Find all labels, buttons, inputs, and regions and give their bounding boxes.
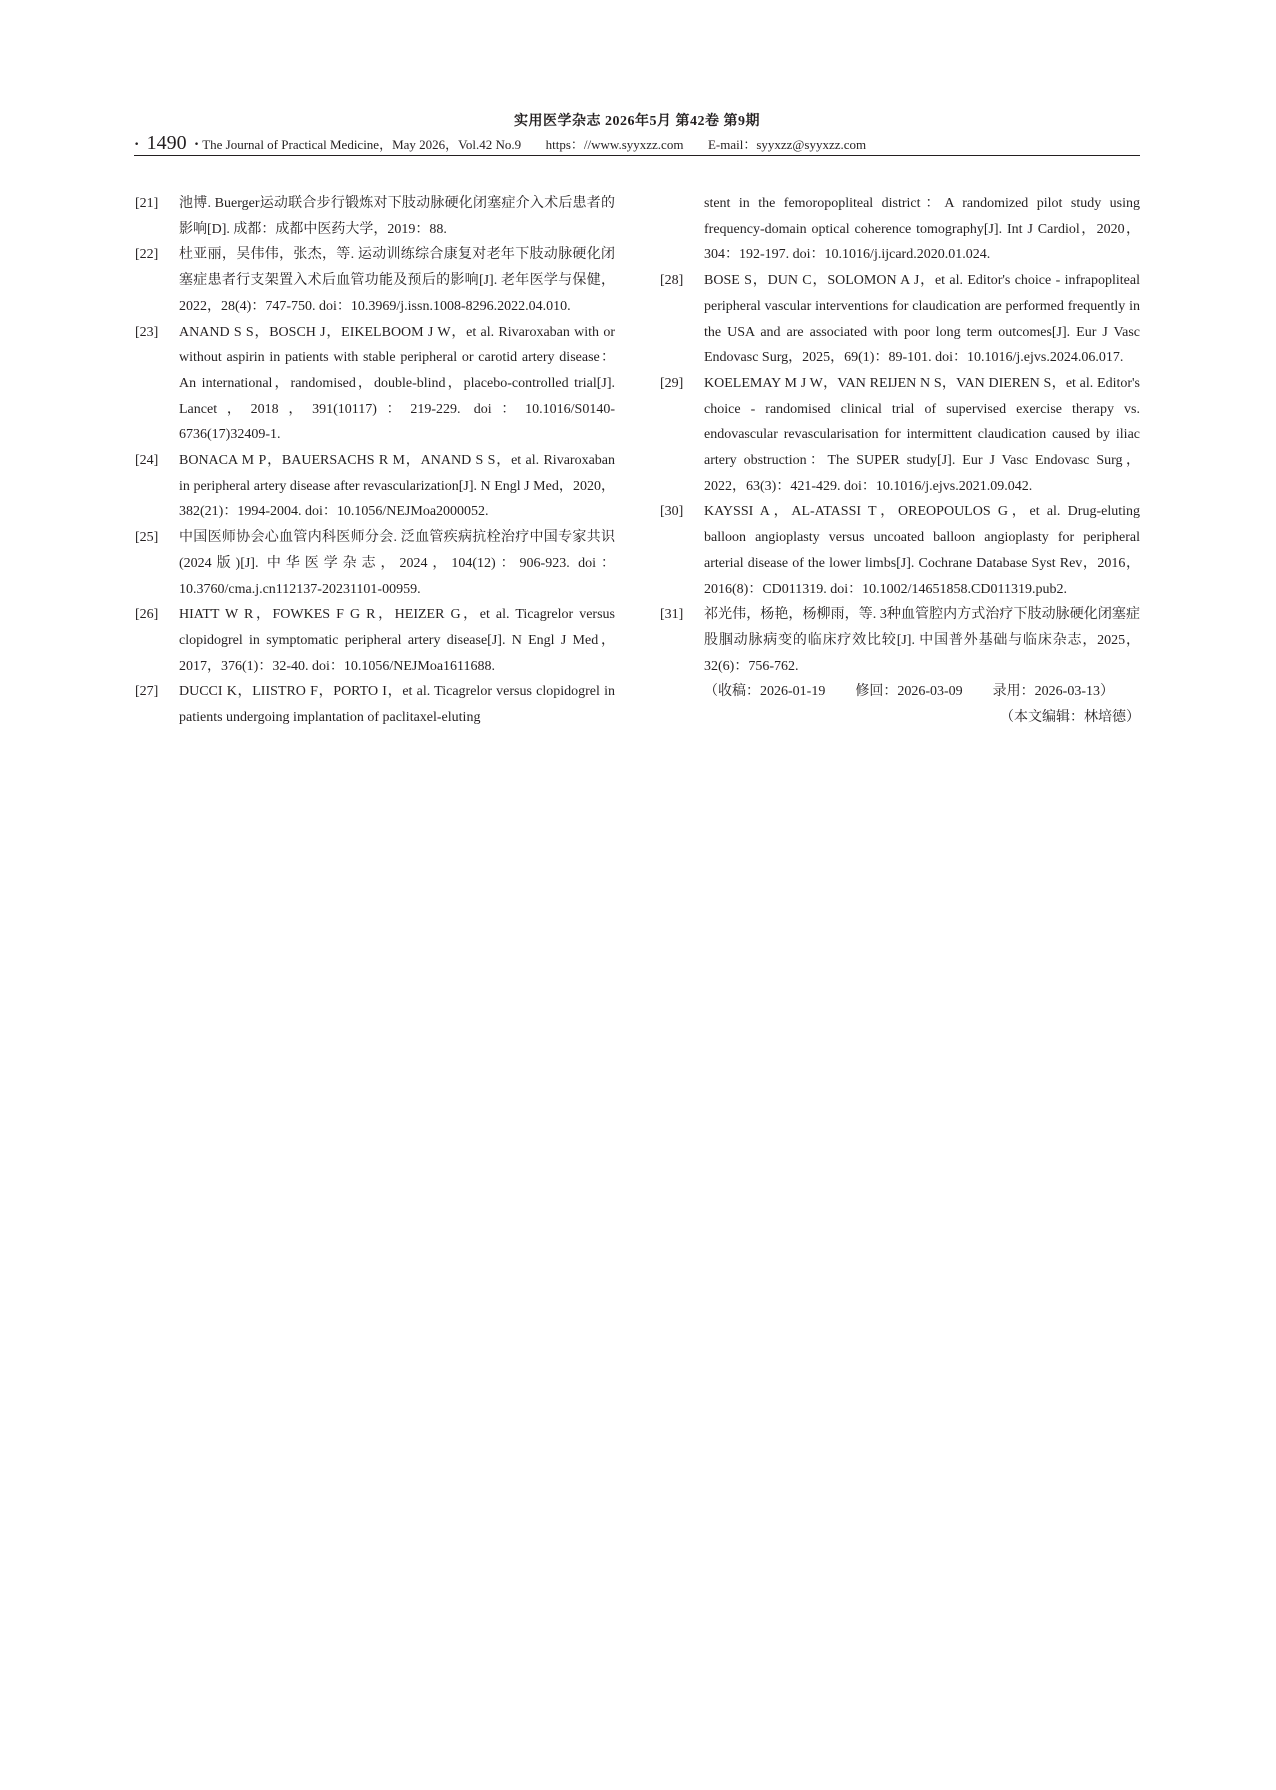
journal-url: https：//www.syyxzz.com — [545, 137, 684, 152]
header-rule — [134, 155, 1140, 156]
reference-text: KOELEMAY M J W，VAN REIJEN N S，VAN DIEREN S，et al. Editor's choice - randomised clinical trial of supervised exercise therapy vs. endovascular revascularisation for intermittent claudication caused by iliac artery obstruction：The SUPER study[J]. Eur J Vasc Endovasc Surg，2022，63(3)：421-429. doi：10.1016/j.ejvs.2021.09.042. — [704, 375, 1140, 494]
accepted-date: 录用：2026-03-13） — [992, 684, 1114, 700]
journal-info-line — [134, 132, 866, 155]
reference-item — [135, 191, 615, 242]
reference-number: [26] — [135, 607, 159, 623]
reference-text: 池博. Buerger运动联合步行锻炼对下肢动脉硬化闭塞症介入术后患者的影响[D]. 成都：成都中医药大学，2019：88. — [179, 196, 615, 237]
reference-item — [135, 448, 615, 525]
reference-text: 祁光伟，杨艳，杨柳雨，等. 3种血管腔内方式治疗下肢动脉硬化闭塞症股腘动脉病变的临床疗效比较[J]. 中国普外基础与临床杂志，2025，32(6)：756-762. — [704, 607, 1140, 674]
reference-item — [660, 602, 1140, 679]
reference-number: [23] — [135, 324, 159, 340]
editor-note: （本文编辑：林培德） — [1000, 710, 1140, 726]
reference-number: [22] — [135, 247, 159, 263]
received-date: （收稿：2026-01-19 — [704, 684, 826, 700]
reference-continuation: stent in the femoropopliteal district：A randomized pilot study using frequency-domain optical coherence tomography[J]. Int J Cardiol，2020，304：192-197. doi：10.1016/j.ijcard.2020.01.024. — [704, 196, 1140, 263]
reference-item — [135, 602, 615, 679]
bullet-right: · — [193, 136, 200, 153]
reference-number: [28] — [660, 273, 684, 289]
reference-text: 杜亚丽，吴伟伟，张杰，等. 运动训练综合康复对老年下肢动脉硬化闭塞症患者行支架置入术后血管功能及预后的影响[J]. 老年医学与保健，2022，28(4)：747-750. doi：10.3969/j.issn.1008-8296.2022.04.010. — [179, 247, 615, 314]
reference-item — [660, 371, 1140, 500]
reference-item — [135, 242, 615, 319]
reference-item — [660, 268, 1140, 371]
reference-number: [31] — [660, 607, 684, 623]
references-left-column — [135, 191, 615, 731]
journal-title-cn: 实用医学杂志 2026年5月 第42卷 第9期 — [514, 114, 760, 129]
reference-number: [27] — [135, 684, 159, 700]
reference-text: KAYSSI A，AL-ATASSI T，OREOPOULOS G，et al. Drug-eluting balloon angioplasty versus uncoated balloon angioplasty for peripheral arterial disease of the lower limbs[J]. Cochrane Database Syst Rev，2016，2016(8)：CD011319. doi：10.1002/14651858.CD011319.pub2. — [704, 504, 1140, 597]
reference-text: BONACA M P，BAUERSACHS R M，ANAND S S，et al. Rivaroxaban in peripheral artery disease after revascularization[J]. N Engl J Med，2020，382(21)：1994-2004. doi：10.1056/NEJMoa2000052. — [179, 453, 615, 520]
journal-title-en: The Journal of Practical Medicine，May 2026，Vol.42 No.9 — [202, 137, 522, 152]
reference-text: HIATT W R，FOWKES F G R，HEIZER G，et al. Ticagrelor versus clopidogrel in symptomatic peripheral artery disease[J]. N Engl J Med，2017，376(1)：32-40. doi：10.1056/NEJMoa1611688. — [179, 607, 615, 674]
reference-item — [135, 525, 615, 602]
revised-date: 修回：2026-03-09 — [855, 684, 963, 700]
reference-number: [29] — [660, 375, 684, 391]
reference-number: [24] — [135, 453, 159, 469]
page-number: 1490 — [146, 132, 187, 154]
reference-text: ANAND S S，BOSCH J，EIKELBOOM J W，et al. Rivaroxaban with or without aspirin in patients with stable peripheral or carotid artery disease：An international，randomised，double-blind，placebo-controlled trial[J]. Lancet，2018，391(10117)：219-229. doi：10.1016/S0140-6736(17)32409-1. — [179, 324, 615, 443]
running-header — [134, 104, 1140, 156]
reference-item — [135, 320, 615, 449]
reference-item — [135, 679, 615, 730]
reference-text: DUCCI K，LIISTRO F，PORTO I，et al. Ticagrelor versus clopidogrel in patients undergoing implantation of paclitaxel-eluting — [179, 684, 615, 726]
reference-item — [660, 499, 1140, 602]
journal-email: E-mail：syyxzz@syyxzz.com — [707, 137, 867, 152]
reference-text: 中国医师协会心血管内科医师分会. 泛血管疾病抗栓治疗中国专家共识(2024版)[J]. 中华医学杂志，2024，104(12)：906-923. doi：10.3760/cma.j.cn112137-20231101-00959. — [179, 530, 615, 597]
reference-number: [21] — [135, 196, 159, 211]
reference-text: BOSE S，DUN C，SOLOMON A J，et al. Editor's choice - infrapopliteal peripheral vascular interventions for claudication are performed frequently in the USA and are associated with poor long term outcomes[J]. Eur J Vasc Endovasc Surg，2025，69(1)：89-101. doi：10.1016/j.ejvs.2024.06.017. — [704, 273, 1140, 366]
reference-number: [30] — [660, 504, 684, 520]
bullet-left: · — [134, 136, 140, 153]
references-right-column — [660, 191, 1140, 731]
reference-number: [25] — [135, 530, 159, 546]
manuscript-dates — [660, 679, 1140, 705]
